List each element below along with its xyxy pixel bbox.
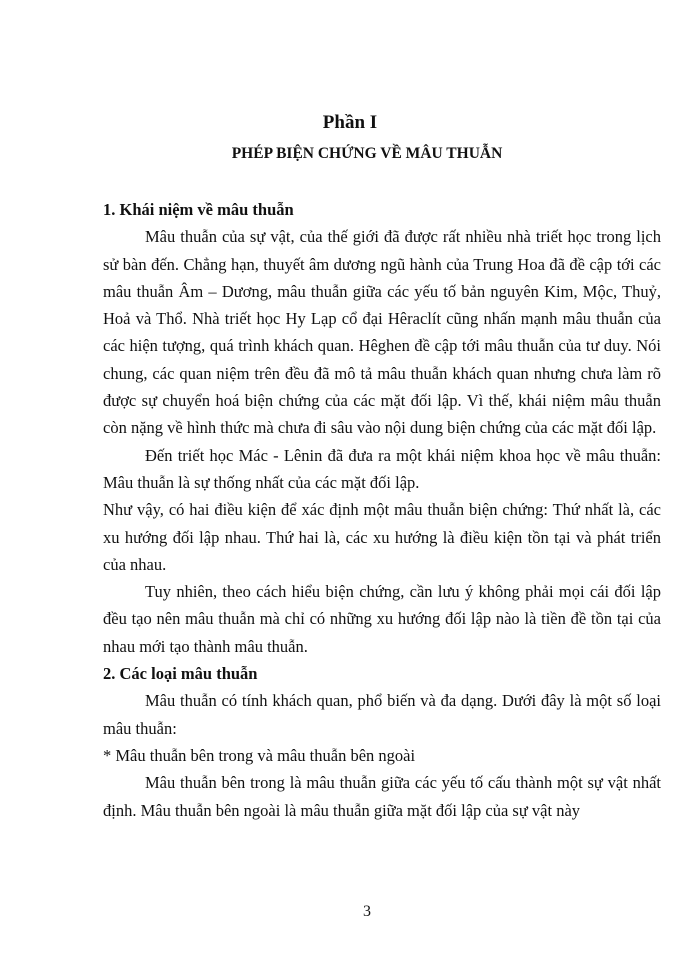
paragraph: Như vậy, có hai điều kiện để xác định một mâu thuẫn biện chứng: Thứ nhất là, các xu hướng đối lập nhau. Thứ hai là, các xu hướng là điều kiện tồn tại và phát triển của nhau. (103, 500, 661, 574)
section-heading-2: 2. Các loại mâu thuẫn (103, 664, 258, 684)
paragraph: Đến triết học Mác - Lênin đã đưa ra một khái niệm khoa học về mâu thuẫn: Mâu thuẫn là sự thống nhất của các mặt đối lập. (103, 445, 661, 492)
chapter-title: PHÉP BIỆN CHỨNG VỀ MÂU THUẪN (231, 145, 503, 162)
paragraph: Mâu thuẫn bên trong là mâu thuẫn giữa các yếu tố cấu thành một sự vật nhất định. Mâu thuẫn bên ngoài là mâu thuẫn giữa mặt đối lập của sự vật này (103, 773, 661, 820)
section-heading-1: 1. Khái niệm về mâu thuẫn (103, 200, 294, 219)
paragraph: Mâu thuẫn có tính khách quan, phổ biến và đa dạng. Dưới đây là một số loại mâu thuẫn: (103, 691, 661, 738)
paragraph: Mâu thuẫn của sự vật, của thế giới đã được rất nhiều nhà triết học trong lịch sử bàn đến. Chẳng hạn, thuyết âm dương ngũ hành của Trung Hoa đã đề cập tới các mâu thuẫn Âm – Dương, mâu thuẫn giữa các yếu tố bản nguyên Kim, Mộc, Thuỷ, Hoả và Thổ. Nhà triết học Hy Lạp cổ đại Hêraclít cũng nhấn mạnh mâu thuẫn của các hiện tượng, quá trình khách quan. Hêghen đề cập tới mâu thuẫn của tư duy. Nói chung, các quan niệm trên đều đã mô tả mâu thuẫn khách quan nhưng chưa làm rõ được sự chuyển hoá biện chứng của các mặt đối lập. Vì thế, khái niệm mâu thuẫn còn nặng về hình thức mà chưa đi sâu vào nội dung biện chứng của các mặt đối lập. (103, 227, 661, 438)
paragraph: Tuy nhiên, theo cách hiểu biện chứng, cần lưu ý không phải mọi cái đối lập đều tạo nên mâu thuẫn mà chỉ có những xu hướng đối lập nào là tiền đề tồn tại của nhau mới tạo thành mâu thuẫn. (103, 582, 661, 656)
part-title: Phần I (322, 112, 378, 133)
body-text (103, 196, 661, 824)
bullet-subheading: * Mâu thuẫn bên trong và mâu thuẫn bên ngoài (103, 745, 416, 765)
page-number: 3 (363, 903, 371, 920)
